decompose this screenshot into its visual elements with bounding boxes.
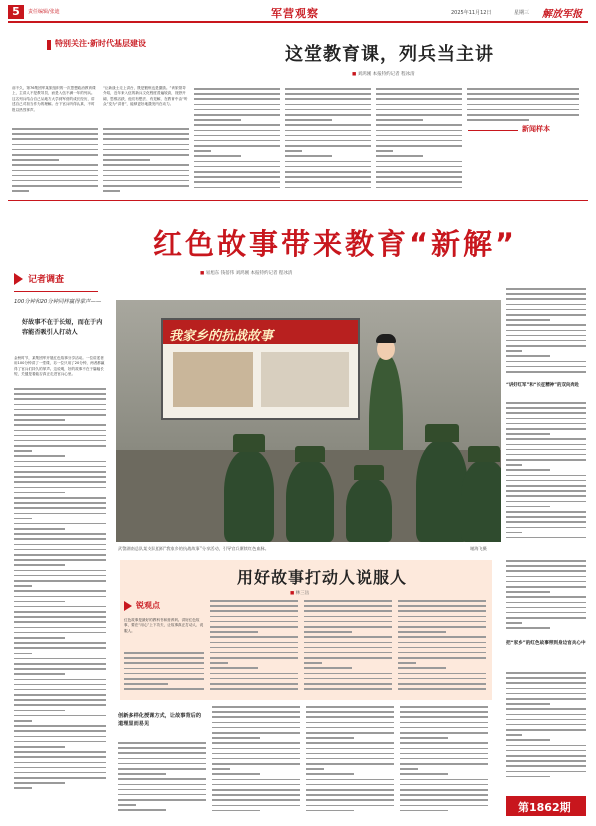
reporter-column-lead: 金秋时节，某集团军开展红色故事分享活动。一位讲述者用100分钟讲了一堂课，另一位只用了20分钟，两者都赢得了官兵们持久的掌声。这说明，好的故事不在于篇幅长短，关键是看能否真正走进官兵心里。 [14, 356, 105, 377]
issue-number-badge [506, 796, 586, 816]
issue-date: 2025年11月12日 [451, 10, 492, 16]
byline-text: 易旭东 钱蓓伟 刘鸿刚 本报特约记者 程冰清 [205, 271, 293, 276]
triangle-icon [124, 601, 132, 611]
special-focus-text: 特别关注·新时代基层建设 [55, 39, 147, 48]
audience-member [286, 460, 334, 542]
article1-paragraph-2: “让新战士走上讲台，既是锻炼也是激励。”该旅领导介绍，近年来入伍的新兵文化程度普遍较高，视野开阔，思维活跃，他们有想法、有见解，在教育中由“听众”变为“讲者”，能够更好地激发内在动力。 [103, 86, 188, 107]
event-photo [116, 300, 501, 542]
special-focus-label [47, 38, 217, 52]
lower-column-2 [212, 706, 300, 818]
photo-credit: 谢海飞摄 [470, 546, 487, 551]
audience-cap [354, 465, 384, 480]
screen-banner-text: 我家乡的抗战故事 [169, 329, 274, 344]
audience-cap [468, 446, 500, 462]
byline-marker: ■ [290, 591, 295, 596]
presentation-screen [161, 318, 360, 420]
right-column-body-mid [506, 402, 586, 550]
audience-member [461, 460, 501, 542]
article1-byline [352, 71, 415, 77]
article2-byline [200, 270, 292, 276]
issue-number-text: 第1862期 [518, 801, 571, 814]
byline-marker: ■ [352, 72, 357, 77]
article1-column-5 [376, 88, 462, 198]
reporter-column-intro: 100分钟和20分钟同样赢得掌声—— [14, 299, 102, 305]
article1-column-2 [103, 128, 189, 198]
screen-image-block [173, 352, 253, 407]
column-title: 军营观察 [271, 7, 319, 20]
header-rule [8, 21, 588, 23]
article1-column-4 [285, 88, 371, 198]
article1-headline: 这堂教育课，列兵当主讲 [285, 44, 494, 65]
article2-headline: 红色故事带来教育“新解” [153, 227, 518, 261]
right-column-subhead-2: 把“家乡”的红色故事带到身边官兵心中 [506, 641, 586, 646]
page-number: 5 [8, 5, 24, 19]
article1-column-6 [467, 88, 579, 128]
news-sample-label [520, 124, 582, 136]
audience-member [346, 478, 392, 542]
reporter-column-rule [14, 291, 98, 292]
audience-member [224, 450, 274, 542]
byline-text: 林三岳 [295, 591, 310, 596]
reporter-column-subhead: 好故事不在于长短，而在于内容能否吸引人打动人 [22, 319, 103, 336]
masthead-logo: 解放军报 [542, 9, 582, 20]
article3-column-4 [398, 600, 486, 696]
issue-weekday: 星期三 [514, 10, 530, 16]
reporter-column-text: 记者调查 [28, 275, 65, 285]
lower-column-3 [306, 706, 394, 818]
right-column-body-top [506, 288, 586, 380]
sharp-view-text: 锐观点 [136, 601, 160, 610]
article1-column-3 [194, 88, 280, 198]
page-header [8, 5, 588, 21]
audience-cap [425, 424, 459, 442]
article3-column-2 [210, 600, 298, 696]
label-line-left [468, 130, 518, 131]
audience-cap [233, 434, 265, 452]
article1-paragraph-1: 前不久，第76集团军某旅组织的一次思想政治教育课上，主讲人不是教导员，而是入伍不满一年的列兵。这名列兵结合自己从地方大学到军营的成长经历，讲述自己对担当作为的理解。台下官兵听得认真，不时报以热烈掌声。 [12, 86, 96, 112]
screen-image-block-2 [261, 352, 349, 407]
byline-marker: ■ [200, 271, 205, 276]
right-column-body-bottom [506, 560, 586, 636]
section-divider [8, 200, 588, 201]
lower-column-1 [118, 742, 206, 818]
news-sample-text: 新闻样本 [522, 125, 550, 133]
article3-lead: 红色故事是最好的教科书和营养剂。讲好红色故事，要在“用心”上下功夫，让故事真正打动人、说服人。 [124, 618, 204, 633]
speaker-hair [376, 334, 396, 343]
editor-tag: 责任编辑/张迪 [28, 9, 60, 15]
right-column-body-end [506, 672, 586, 790]
right-column-subhead-1: “讲好红军”和“长征精神”的双向奔赴 [506, 383, 580, 388]
label-bar-left [47, 40, 51, 50]
article3-column-1 [124, 652, 204, 696]
reporter-column-body [14, 388, 106, 790]
triangle-icon [14, 273, 23, 285]
byline-text: 刘鸿刚 本报特约记者 程冰清 [357, 72, 415, 77]
lower-subhead-3: 创新多样化授课方式，让故事背后的道理显而易见 [118, 713, 202, 727]
photo-caption: 武警湖南总队某支队组织“我家乡的抗战故事”分享活动，引导官兵赓续红色血脉。 [118, 546, 269, 551]
article3-headline: 用好故事打动人说服人 [237, 568, 408, 587]
lower-column-4 [400, 706, 488, 818]
sharp-view-label [124, 600, 184, 614]
audience-cap [295, 446, 325, 462]
article1-column-1 [12, 128, 98, 198]
article3-column-3 [304, 600, 392, 696]
reporter-column-label [14, 272, 94, 288]
article3-byline [290, 590, 309, 596]
